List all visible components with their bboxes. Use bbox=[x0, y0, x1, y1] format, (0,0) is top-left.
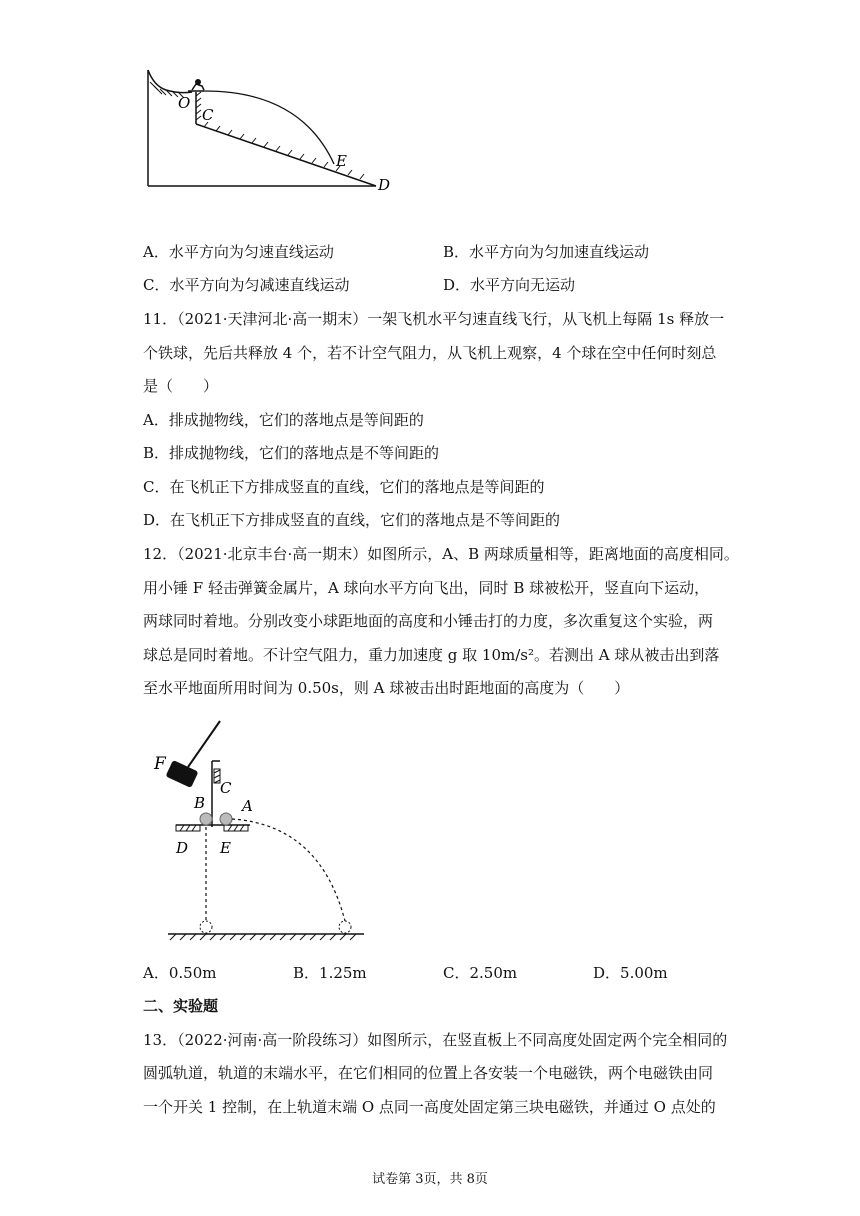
q11-stem-line-2: 个铁球，先后共释放 4 个，若不计空气阻力，从飞机上观察，4 个球在空中任何时刻总 bbox=[143, 344, 717, 362]
page-footer: 试卷第 3页，共 8页 bbox=[372, 1172, 488, 1187]
q10-option-c: C．水平方向为匀减速直线运动 bbox=[143, 276, 350, 294]
q13-stem-line-3: 一个开关 1 控制，在上轨道末端 O 点同一高度处固定第三块电磁铁，并通过 O 点处的 bbox=[143, 1098, 716, 1116]
ball-b bbox=[200, 813, 212, 825]
q11-option-b: B．排成抛物线，它们的落地点是不等间距的 bbox=[143, 444, 440, 462]
q11-option-c: C．在飞机正下方排成竖直的直线，它们的落地点是等间距的 bbox=[143, 478, 545, 496]
q12-stem-line-4: 球总是同时着地。不计空气阻力，重力加速度 g 取 10m/s²。若测出 A 球从被击出到落 bbox=[143, 646, 720, 664]
label-F: F bbox=[154, 754, 166, 774]
q12-option-d: D．5.00m bbox=[593, 964, 668, 982]
q12-stem-line-2: 用小锤 F 轻击弹簧金属片，A 球向水平方向飞出，同时 B 球被松开，竖直向下运动， bbox=[143, 579, 710, 597]
skier-icon bbox=[188, 79, 204, 91]
label-D: D bbox=[378, 176, 391, 194]
q12-option-c: C．2.50m bbox=[443, 964, 518, 982]
q13-stem-line-2: 圆弧轨道，轨道的末端水平，在它们相同的位置上各安装一个电磁铁，两个电磁铁由同 bbox=[143, 1064, 714, 1082]
q12-option-a: A．0.50m bbox=[143, 964, 217, 982]
label-C: C bbox=[202, 106, 214, 124]
label-E: E bbox=[220, 839, 231, 857]
q12-option-b: B．1.25m bbox=[293, 964, 367, 982]
q12-stem-line-5: 至水平地面所用时间为 0.50s，则 A 球被击出时距地面的高度为（ ） bbox=[143, 679, 630, 697]
q11-stem-line-1: 11．（2021·天津河北·高一期末）一架飞机水平匀速直线飞行，从飞机上每隔 1s 释放一 bbox=[143, 310, 725, 328]
slope-trajectory-figure bbox=[140, 60, 400, 200]
q11-option-d: D．在飞机正下方排成竖直的直线，它们的落地点是不等间距的 bbox=[143, 511, 561, 529]
q10-option-b: B．水平方向为匀加速直线运动 bbox=[443, 243, 650, 261]
hammer-balls-figure bbox=[140, 715, 380, 950]
label-O: O bbox=[178, 94, 191, 112]
label-E: E bbox=[336, 152, 347, 170]
label-B: B bbox=[194, 794, 206, 812]
q10-option-d: D．水平方向无运动 bbox=[443, 276, 576, 294]
q12-stem-line-1: 12．（2021·北京丰台·高一期末）如图所示，A、B 两球质量相等，距离地面的高度相同。 bbox=[143, 545, 739, 563]
label-C: C bbox=[220, 779, 232, 797]
label-A: A bbox=[242, 797, 253, 815]
hammer-head-icon bbox=[166, 760, 199, 788]
ball-a bbox=[220, 813, 232, 825]
q10-option-a: A．水平方向为匀速直线运动 bbox=[143, 243, 334, 261]
section-title: 二、实验题 bbox=[143, 997, 219, 1015]
label-D: D bbox=[176, 839, 189, 857]
q12-stem-line-3: 两球同时着地。分别改变小球距地面的高度和小锤击打的力度，多次重复这个实验，两 bbox=[143, 612, 714, 630]
q13-stem-line-1: 13．（2022·河南·高一阶段练习）如图所示，在竖直板上不同高度处固定两个完全相同的 bbox=[143, 1031, 728, 1049]
q11-option-a: A．排成抛物线，它们的落地点是等间距的 bbox=[143, 411, 424, 429]
q11-stem-line-3: 是（ ） bbox=[143, 377, 219, 395]
